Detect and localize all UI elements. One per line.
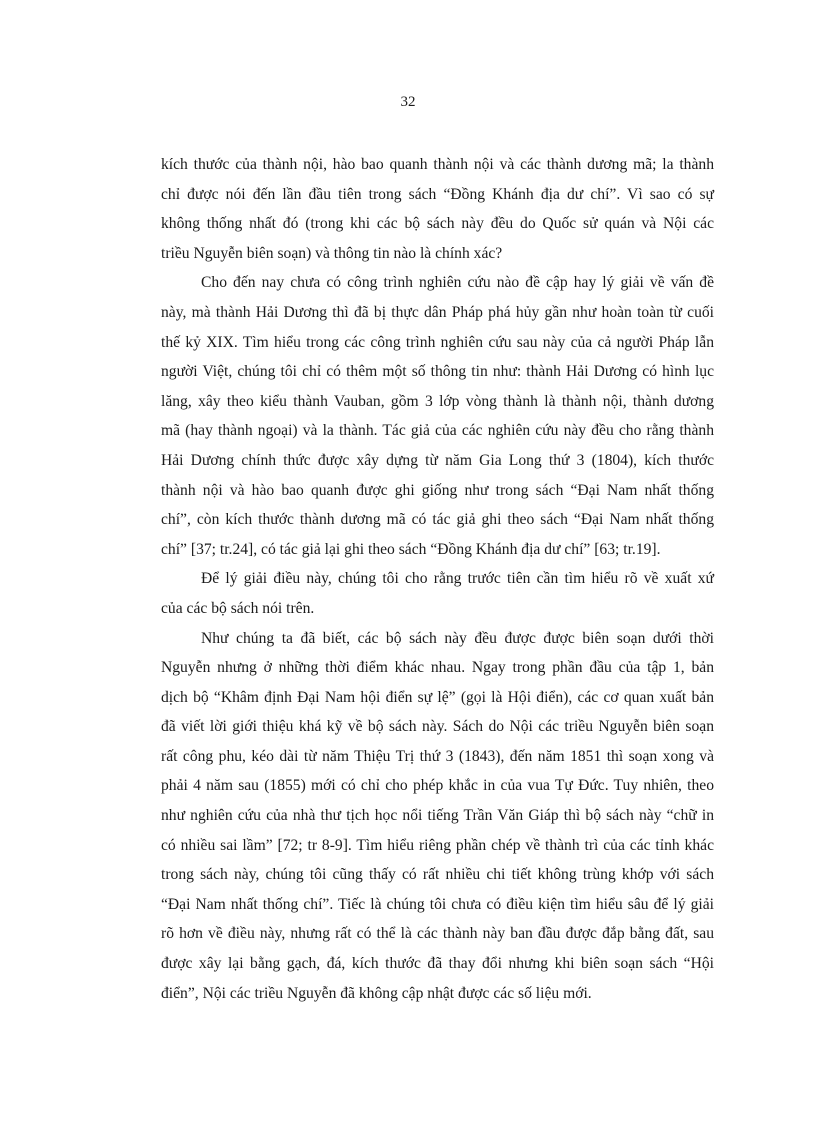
- text-line: được xây lại bằng gạch, đá, kích thước đã thay đổi nhưng khi biên soạn sách “Hội: [161, 955, 714, 973]
- paragraph: [161, 564, 714, 623]
- text-line: phải 4 năm sau (1855) mới có chỉ cho phép khắc in của vua Tự Đức. Tuy nhiên, theo: [161, 777, 714, 795]
- text-line: rất công phu, kéo dài từ năm Thiệu Trị thứ 3 (1843), đến năm 1851 thì soạn xong và: [161, 747, 714, 765]
- text-line: chí” [37; tr.24], có tác giả lại ghi theo sách “Đồng Khánh địa dư chí” [63; tr.19].: [161, 540, 661, 558]
- document-body: [161, 150, 714, 1008]
- text-line: kích thước của thành nội, hào bao quanh thành nội và các thành dương mã; la thành: [161, 156, 714, 173]
- text-line: Để lý giải điều này, chúng tôi cho rằng trước tiên cần tìm hiểu rõ về xuất xứ: [201, 570, 714, 588]
- text-line: “Đại Nam nhất thống chí”. Tiếc là chúng tôi chưa có điều kiện tìm hiểu sâu để lý giải: [161, 895, 714, 913]
- paragraph: [161, 150, 714, 268]
- text-line: không thống nhất đó (trong khi các bộ sách này đều do Quốc sử quán và Nội các: [161, 215, 714, 233]
- text-line: này, mà thành Hải Dương thì đã bị thực dân Pháp phá hủy gần như hoàn toàn từ cuối: [161, 303, 714, 321]
- text-line: thế kỷ XIX. Tìm hiểu trong các công trình nghiên cứu sau này của cả người Pháp lẫn: [161, 333, 714, 351]
- text-line: rõ hơn về điều này, nhưng rất có thể là các thành này ban đầu được đắp bằng đất, sau: [161, 925, 714, 943]
- text-line: chỉ được nói đến lần đầu tiên trong sách “Đồng Khánh địa dư chí”. Vì sao có sự: [161, 185, 714, 203]
- text-line: của các bộ sách nói trên.: [161, 599, 315, 617]
- text-line: triều Nguyễn biên soạn) và thông tin nào là chính xác?: [161, 244, 503, 262]
- paragraph: [161, 624, 714, 1009]
- text-line: có nhiều sai lầm” [72; tr 8-9]. Tìm hiểu riêng phần chép về thành trì của các tỉnh khác: [161, 836, 714, 854]
- text-line: Cho đến nay chưa có công trình nghiên cứu nào đề cập hay lý giải về vấn đề: [201, 274, 714, 292]
- text-line: Hải Dương chính thức được xây dựng từ năm Gia Long thứ 3 (1804), kích thước: [161, 451, 714, 469]
- text-line: lăng, xây theo kiểu thành Vauban, gồm 3 lớp vòng thành là thành nội, thành dương: [161, 392, 714, 410]
- text-line: Như chúng ta đã biết, các bộ sách này đều được được biên soạn dưới thời: [201, 629, 714, 647]
- text-line: người Việt, chúng tôi chỉ có thêm một số thông tin như: thành Hải Dương có hình lục: [161, 363, 714, 381]
- paragraph: [161, 268, 714, 564]
- text-line: điển”, Nội các triều Nguyễn đã không cập nhật được các số liệu mới.: [161, 984, 592, 1002]
- text-line: trong sách này, chúng tôi cũng thấy có rất nhiều chi tiết không trùng khớp với sách: [161, 866, 714, 884]
- text-line: Nguyễn nhưng ở những thời điểm khác nhau. Ngay trong phần đầu của tập 1, bản: [161, 659, 714, 677]
- text-line: chí”, còn kích thước thành dương mã có tác giả ghi theo sách “Đại Nam nhất thống: [161, 511, 714, 529]
- page-number: 32: [400, 94, 416, 110]
- text-line: đã viết lời giới thiệu khá kỹ về bộ sách này. Sách do Nội các triều Nguyễn biên soạn: [161, 718, 714, 736]
- text-line: dịch bộ “Khâm định Đại Nam hội điển sự lệ” (gọi là Hội điển), các cơ quan xuất bản: [161, 688, 714, 706]
- text-line: mã (hay thành ngoại) và la thành. Tác giả của các nghiên cứu này đều cho rằng thành: [161, 422, 714, 440]
- text-line: như nghiên cứu của nhà thư tịch học nổi tiếng Trần Văn Giáp thì bộ sách này “chữ in: [161, 807, 714, 825]
- text-line: thành nội và hào bao quanh được ghi giống như trong sách “Đại Nam nhất thống: [161, 481, 714, 499]
